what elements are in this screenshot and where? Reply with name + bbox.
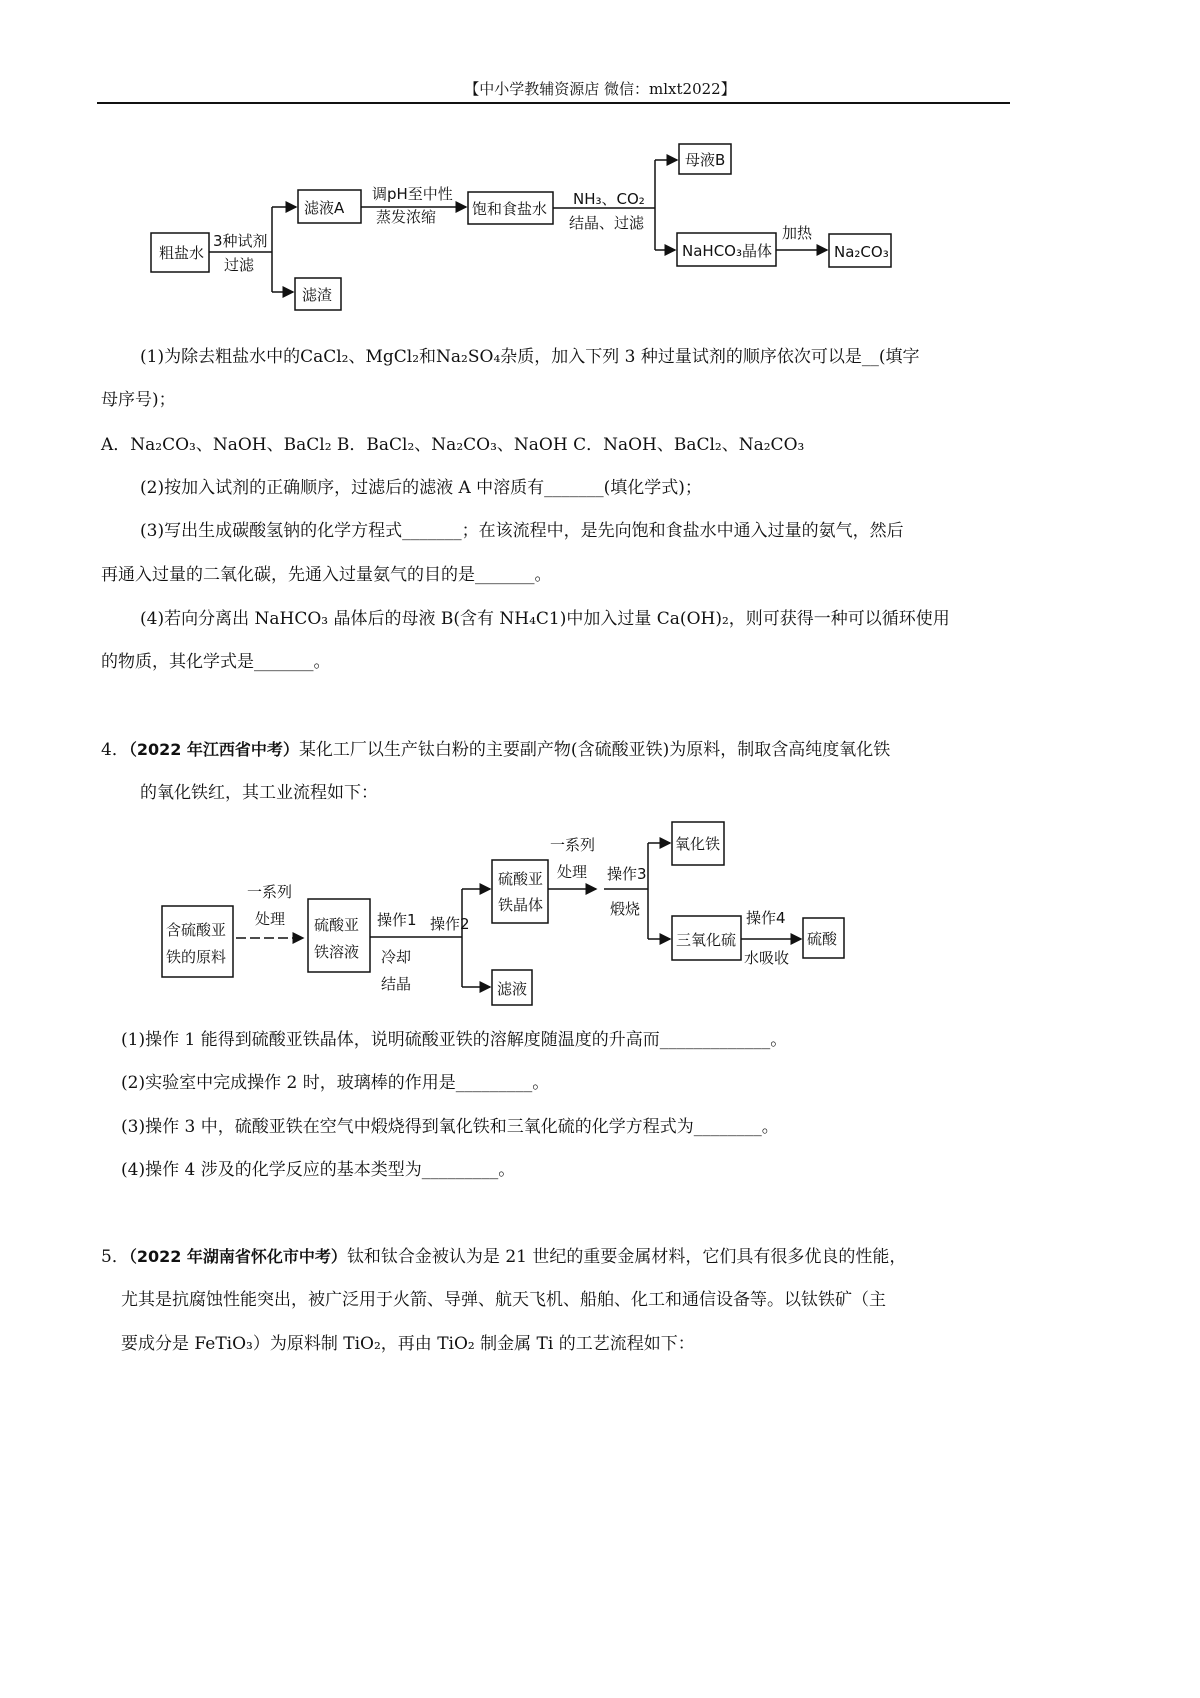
label-mother-b: 母液B [685, 151, 726, 169]
q5-source: （2022 年湖南省怀化市中考） [128, 1247, 347, 1266]
label-crude: 粗盐水 [159, 244, 205, 262]
q4-part3: (3)操作 3 中，硫酸亚铁在空气中煅烧得到氧化铁和三氧化硫的化学方程式为________。 [121, 1117, 779, 1137]
q4-part4: (4)操作 4 涉及的化学反应的基本类型为_________。 [121, 1160, 516, 1180]
q5-text: 钛和钛合金被认为是 21 世纪的重要金属材料，它们具有很多优良的性能， [346, 1247, 907, 1267]
q4-text: 某化工厂以生产钛白粉的主要副产物(含硫酸亚铁)为原料，制取含高纯度氧化铁 [298, 740, 891, 760]
q3-part3-line1: (3)写出生成碳酸氢钠的化学方程式_______；在该流程中，是先向饱和食盐水中通入过量的氨气，然后 [140, 521, 904, 541]
label-nahco3: NaHCO₃晶体 [682, 242, 772, 260]
label-series2: 一系列 [550, 836, 596, 854]
q3-options: A．Na₂CO₃、NaOH、BaCl₂ B．BaCl₂、Na₂CO₃、NaOH C．NaOH、BaCl₂、Na₂CO₃ [101, 435, 805, 455]
q3-part4-line1: (4)若向分离出 NaHCO₃ 晶体后的母液 B(含有 NH₄C1)中加入过量 Ca(OH)₂，则可获得一种可以循环使用 [140, 609, 950, 629]
label-reagent: 3种试剂 [213, 232, 268, 250]
label-calcine: 煅烧 [610, 900, 641, 918]
q4-number: 4． [101, 740, 129, 760]
label-iron-oxide: 氧化铁 [675, 835, 721, 853]
flowchart-iron-oxide-process [0, 810, 1200, 1020]
label-series1: 一系列 [247, 883, 293, 901]
page-header: 【中小学教辅资源店 微信：mlxt2022】 [464, 80, 736, 98]
label-process1: 处理 [255, 910, 286, 928]
q4-source: （2022 年江西省中考） [128, 740, 299, 759]
flowchart-soda-process [0, 0, 1200, 330]
q4-stem-line1 [101, 738, 890, 762]
label-sol2: 铁溶液 [314, 943, 360, 961]
label-filter: 过滤 [224, 256, 255, 274]
q5-number: 5． [101, 1247, 129, 1267]
label-op2: 操作2 [430, 915, 470, 933]
label-evaporate: 蒸发浓缩 [376, 208, 437, 226]
label-residue: 滤渣 [302, 286, 333, 304]
label-filtrate: 滤液 [497, 980, 528, 998]
label-water-absorb: 水吸收 [744, 949, 790, 967]
label-heat: 加热 [782, 224, 813, 242]
label-adjust-ph: 调pH至中性 [372, 185, 453, 203]
label-sol1: 硫酸亚 [314, 916, 360, 934]
label-raw2: 铁的原料 [166, 948, 227, 966]
q3-part1-line2: 母序号)； [101, 390, 176, 410]
label-gases: NH₃、CO₂ [573, 190, 645, 208]
label-raw1: 含硫酸亚 [166, 921, 227, 939]
q5-stem-line1 [101, 1245, 906, 1269]
q3-part4-line2: 的物质，其化学式是_______。 [101, 652, 331, 672]
q5-stem-line3: 要成分是 FeTiO₃）为原料制 TiO₂，再由 TiO₂ 制金属 Ti 的工艺流程如下： [121, 1334, 695, 1354]
q4-part2: (2)实验室中完成操作 2 时，玻璃棒的作用是_________。 [121, 1073, 550, 1093]
label-filtrate-a: 滤液A [304, 199, 345, 217]
label-crystallize: 结晶、过滤 [569, 214, 645, 232]
label-brine: 饱和食盐水 [472, 200, 548, 218]
label-na2co3: Na₂CO₃ [834, 243, 889, 261]
label-crystallize: 结晶 [381, 975, 412, 993]
box-ferrous-solution [308, 899, 370, 972]
q5-stem-line2: 尤其是抗腐蚀性能突出，被广泛用于火箭、导弹、航天飞机、船舶、化工和通信设备等。以钛铁矿（主 [121, 1290, 886, 1310]
q3-part3-line2: 再通入过量的二氧化碳，先通入过量氨气的目的是_______。 [101, 565, 552, 585]
label-process2: 处理 [557, 863, 588, 881]
q4-part1: (1)操作 1 能得到硫酸亚铁晶体，说明硫酸亚铁的溶解度随温度的升高而_____________。 [121, 1030, 788, 1050]
q3-part1-line1: (1)为除去粗盐水中的CaCl₂、MgCl₂和Na₂SO₄杂质，加入下列 3 种过量试剂的顺序依次可以是__(填字 [140, 347, 920, 367]
label-so3: 三氧化硫 [676, 931, 737, 949]
box-raw-material [162, 906, 233, 977]
q4-stem-line2: 的氧化铁红，其工业流程如下： [140, 783, 378, 803]
label-cool: 冷却 [381, 948, 412, 966]
label-op1: 操作1 [377, 911, 417, 929]
label-cr2: 铁晶体 [498, 896, 544, 914]
label-op3: 操作3 [607, 865, 647, 883]
label-op4: 操作4 [746, 909, 786, 927]
label-sulfuric-acid: 硫酸 [807, 930, 838, 948]
q3-part2: (2)按加入试剂的正确顺序，过滤后的滤液 A 中溶质有_______(填化学式)； [140, 478, 702, 498]
label-cr1: 硫酸亚 [498, 870, 544, 888]
